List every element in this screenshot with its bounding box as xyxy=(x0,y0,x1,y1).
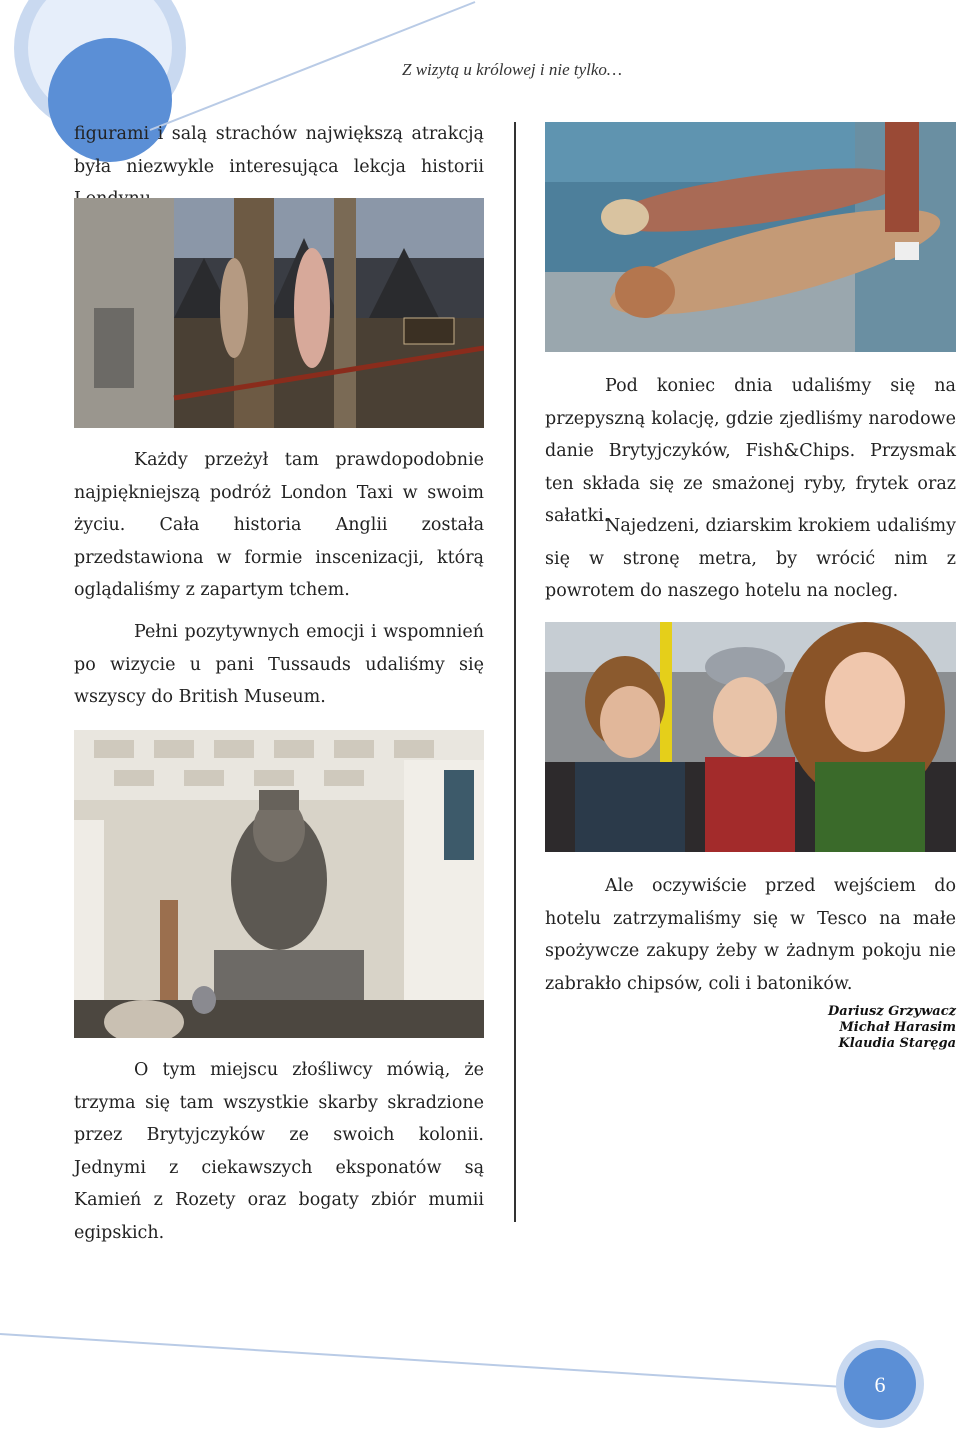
paragraph-text: O tym miejscu złośliwcy mówią, że trzyma się tam wszystkie skarby skradzione przez Brytyjczyków ze swoich kolonii. Jednymi z ciekawszych eksponatów są Kamień z Rozety oraz bogaty zbiór mumii egipskich. xyxy=(74,1060,484,1243)
right-paragraph-2 xyxy=(545,510,956,608)
paragraph-text: Każdy przeżył tam prawdopodobnie najpiękniejszą podróż London Taxi w swoim życiu. Cała historia Anglii została przedstawiona w formie inscenizacji, którą oglądaliśmy z zapartym tchem. xyxy=(74,450,484,600)
right-paragraph-3 xyxy=(545,870,956,1000)
running-header: Z wizytą u królowej i nie tylko… xyxy=(402,60,623,79)
page-number: 6 xyxy=(874,1372,886,1397)
footer-decoration xyxy=(0,1320,960,1429)
left-paragraph-3 xyxy=(74,616,484,714)
right-paragraph-1 xyxy=(545,370,956,533)
left-paragraph-2 xyxy=(74,444,484,607)
photo-students-in-metro xyxy=(545,622,956,852)
paragraph-text: Najedzeni, dziarskim krokiem udaliśmy się w stronę metra, by wrócić nim z powrotem do naszego hotelu na nocleg. xyxy=(545,516,956,601)
paragraph-text: Pod koniec dnia udaliśmy się na przepyszną kolację, gdzie zjedliśmy narodowe danie Brytyjczyków, Fish&Chips. Przysmak ten składa się ze smażonej ryby, frytek oraz sałatki. xyxy=(545,376,956,526)
column-divider xyxy=(514,122,516,1222)
photo-tussauds-execution-scene xyxy=(74,198,484,428)
paragraph-text: Ale oczywiście przed wejściem do hotelu zatrzymaliśmy się w Tesco na małe spożywcze zakupy żeby w żadnym pokoju nie zabrakło chipsów, coli i batoników. xyxy=(545,876,956,994)
author-name: Klaudia Staręga xyxy=(838,1036,956,1051)
author-name: Dariusz Grzywacz xyxy=(828,1004,956,1019)
photo-british-museum-statue xyxy=(74,730,484,1038)
left-paragraph-4 xyxy=(74,1054,484,1249)
paragraph-text: figurami i salą strachów największą atrakcją była niezwykle interesująca lekcja historii xyxy=(74,124,484,177)
photo-egyptian-mummies xyxy=(545,122,956,352)
author-name: Michał Harasim xyxy=(839,1020,956,1035)
author-credits xyxy=(828,1004,956,1052)
paragraph-text: Pełni pozytywnych emocji i wspomnień po wizycie u pani Tussauds udaliśmy się wszyscy do British Museum. xyxy=(74,622,484,707)
